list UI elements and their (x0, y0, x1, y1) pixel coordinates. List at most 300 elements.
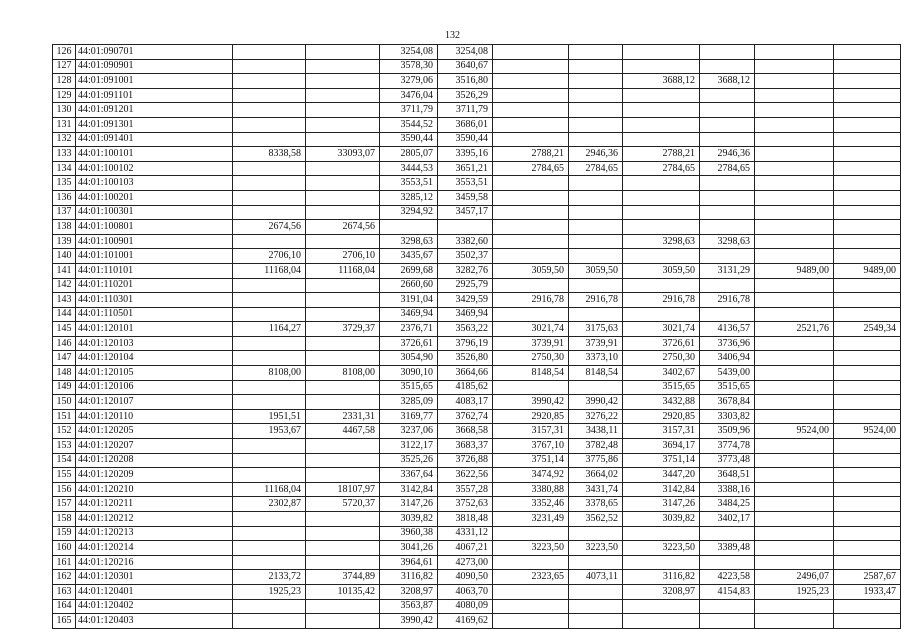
cadastral-code-cell: 44:01:110301 (76, 293, 233, 308)
value-col-9-cell (755, 395, 834, 410)
value-col-2-cell (306, 190, 380, 205)
data-table (52, 44, 901, 629)
cadastral-code-cell: 44:01:120103 (76, 336, 233, 351)
value-col-9-cell (755, 220, 834, 235)
cadastral-code-cell: 44:01:091301 (76, 117, 233, 132)
cadastral-code-cell: 44:01:091401 (76, 132, 233, 147)
value-col-3-cell: 3444,53 (380, 161, 438, 176)
value-col-8-cell: 3389,48 (700, 541, 755, 556)
value-col-5-cell (493, 584, 569, 599)
cadastral-code-cell: 44:01:120101 (76, 322, 233, 337)
table-row (53, 322, 901, 337)
value-col-5-cell: 3021,74 (493, 322, 569, 337)
table-row (53, 176, 901, 191)
value-col-4-cell: 3254,08 (438, 45, 493, 60)
value-col-7-cell: 3298,63 (623, 234, 700, 249)
value-col-7-cell: 3447,20 (623, 468, 700, 483)
value-col-7-cell (623, 278, 700, 293)
value-col-10-cell (834, 205, 901, 220)
cadastral-code-cell: 44:01:120107 (76, 395, 233, 410)
value-col-9-cell (755, 234, 834, 249)
row-number-cell: 152 (53, 424, 76, 439)
value-col-5-cell (493, 220, 569, 235)
value-col-6-cell: 3175,63 (569, 322, 623, 337)
value-col-10-cell (834, 147, 901, 162)
cadastral-code-cell: 44:01:100301 (76, 205, 233, 220)
value-col-6-cell: 3223,50 (569, 541, 623, 556)
value-col-7-cell: 3515,65 (623, 380, 700, 395)
value-col-5-cell: 3767,10 (493, 439, 569, 454)
value-col-8-cell: 2946,36 (700, 147, 755, 162)
table-row (53, 59, 901, 74)
value-col-5-cell: 3751,14 (493, 453, 569, 468)
cadastral-code-cell: 44:01:120208 (76, 453, 233, 468)
value-col-1-cell (233, 512, 306, 527)
value-col-9-cell (755, 409, 834, 424)
value-col-1-cell (233, 74, 306, 89)
value-col-10-cell (834, 103, 901, 118)
value-col-8-cell: 3484,25 (700, 497, 755, 512)
value-col-5-cell: 3380,88 (493, 482, 569, 497)
cadastral-code-cell: 44:01:101001 (76, 249, 233, 264)
value-col-4-cell: 3711,79 (438, 103, 493, 118)
value-col-4-cell: 3553,51 (438, 176, 493, 191)
value-col-4-cell: 3563,22 (438, 322, 493, 337)
value-col-4-cell: 3457,17 (438, 205, 493, 220)
value-col-6-cell (569, 555, 623, 570)
table-row (53, 468, 901, 483)
value-col-6-cell: 3431,74 (569, 482, 623, 497)
value-col-3-cell: 3563,87 (380, 599, 438, 614)
value-col-5-cell (493, 307, 569, 322)
page-number: 132 (445, 30, 460, 41)
value-col-6-cell: 3664,02 (569, 468, 623, 483)
value-col-3-cell: 3122,17 (380, 439, 438, 454)
table-row (53, 293, 901, 308)
value-col-6-cell: 3438,11 (569, 424, 623, 439)
value-col-2-cell (306, 541, 380, 556)
row-number-cell: 148 (53, 366, 76, 381)
cadastral-code-cell: 44:01:100801 (76, 220, 233, 235)
value-col-3-cell (380, 220, 438, 235)
value-col-2-cell (306, 88, 380, 103)
value-col-2-cell (306, 278, 380, 293)
value-col-8-cell: 3406,94 (700, 351, 755, 366)
value-col-9-cell: 9489,00 (755, 263, 834, 278)
value-col-7-cell: 2750,30 (623, 351, 700, 366)
value-col-6-cell (569, 220, 623, 235)
value-col-7-cell: 3039,82 (623, 512, 700, 527)
value-col-7-cell: 3021,74 (623, 322, 700, 337)
value-col-7-cell (623, 220, 700, 235)
value-col-7-cell (623, 103, 700, 118)
cadastral-code-cell: 44:01:120301 (76, 570, 233, 585)
value-col-9-cell (755, 293, 834, 308)
value-col-7-cell (623, 117, 700, 132)
row-number-cell: 129 (53, 88, 76, 103)
cadastral-code-cell: 44:01:100901 (76, 234, 233, 249)
table-row (53, 132, 901, 147)
value-col-7-cell: 3751,14 (623, 453, 700, 468)
value-col-6-cell: 4073,11 (569, 570, 623, 585)
table-row (53, 190, 901, 205)
table-row (53, 424, 901, 439)
value-col-6-cell (569, 249, 623, 264)
value-col-2-cell (306, 293, 380, 308)
value-col-2-cell (306, 453, 380, 468)
value-col-5-cell (493, 526, 569, 541)
value-col-6-cell: 2784,65 (569, 161, 623, 176)
value-col-8-cell: 3648,51 (700, 468, 755, 483)
value-col-6-cell (569, 103, 623, 118)
value-col-5-cell (493, 59, 569, 74)
row-number-cell: 126 (53, 45, 76, 60)
table-row (53, 161, 901, 176)
value-col-3-cell: 3298,63 (380, 234, 438, 249)
value-col-4-cell: 3395,16 (438, 147, 493, 162)
cadastral-code-cell: 44:01:120401 (76, 584, 233, 599)
value-col-8-cell (700, 190, 755, 205)
cadastral-code-cell: 44:01:120403 (76, 614, 233, 629)
value-col-5-cell: 8148,54 (493, 366, 569, 381)
table-row (53, 541, 901, 556)
value-col-3-cell: 3476,04 (380, 88, 438, 103)
value-col-2-cell: 10135,42 (306, 584, 380, 599)
value-col-1-cell (233, 45, 306, 60)
cadastral-code-cell: 44:01:120214 (76, 541, 233, 556)
value-col-5-cell (493, 205, 569, 220)
value-col-8-cell: 3774,78 (700, 439, 755, 454)
table-row (53, 249, 901, 264)
row-number-cell: 163 (53, 584, 76, 599)
value-col-8-cell (700, 599, 755, 614)
value-col-10-cell (834, 336, 901, 351)
value-col-1-cell: 1953,67 (233, 424, 306, 439)
value-col-9-cell (755, 161, 834, 176)
value-col-1-cell (233, 59, 306, 74)
table-row (53, 614, 901, 629)
value-col-4-cell: 4067,21 (438, 541, 493, 556)
value-col-3-cell: 3090,10 (380, 366, 438, 381)
value-col-7-cell: 2920,85 (623, 409, 700, 424)
value-col-1-cell: 2133,72 (233, 570, 306, 585)
cadastral-code-cell: 44:01:100201 (76, 190, 233, 205)
cadastral-code-cell: 44:01:100101 (76, 147, 233, 162)
value-col-7-cell: 3688,12 (623, 74, 700, 89)
value-col-6-cell: 8148,54 (569, 366, 623, 381)
value-col-5-cell: 2916,78 (493, 293, 569, 308)
table-row (53, 599, 901, 614)
row-number-cell: 138 (53, 220, 76, 235)
value-col-1-cell: 2674,56 (233, 220, 306, 235)
value-col-9-cell (755, 307, 834, 322)
value-col-6-cell (569, 117, 623, 132)
value-col-10-cell (834, 555, 901, 570)
value-col-4-cell: 4063,70 (438, 584, 493, 599)
value-col-1-cell: 1951,51 (233, 409, 306, 424)
value-col-7-cell (623, 190, 700, 205)
row-number-cell: 137 (53, 205, 76, 220)
value-col-6-cell (569, 599, 623, 614)
value-col-6-cell: 3378,65 (569, 497, 623, 512)
value-col-3-cell: 3142,84 (380, 482, 438, 497)
value-col-2-cell (306, 336, 380, 351)
value-col-3-cell: 3237,06 (380, 424, 438, 439)
value-col-8-cell: 3509,96 (700, 424, 755, 439)
row-number-cell: 162 (53, 570, 76, 585)
value-col-9-cell (755, 380, 834, 395)
row-number-cell: 141 (53, 263, 76, 278)
value-col-1-cell: 2302,87 (233, 497, 306, 512)
value-col-3-cell: 2660,60 (380, 278, 438, 293)
value-col-3-cell: 3590,44 (380, 132, 438, 147)
value-col-5-cell (493, 249, 569, 264)
value-col-2-cell (306, 176, 380, 191)
value-col-3-cell: 3990,42 (380, 614, 438, 629)
value-col-3-cell: 3191,04 (380, 293, 438, 308)
value-col-1-cell (233, 614, 306, 629)
value-col-4-cell: 3622,56 (438, 468, 493, 483)
value-col-7-cell: 2784,65 (623, 161, 700, 176)
value-col-8-cell: 3402,17 (700, 512, 755, 527)
value-col-10-cell (834, 512, 901, 527)
value-col-9-cell (755, 74, 834, 89)
value-col-6-cell: 2916,78 (569, 293, 623, 308)
value-col-8-cell (700, 59, 755, 74)
row-number-cell: 164 (53, 599, 76, 614)
value-col-6-cell: 3373,10 (569, 351, 623, 366)
value-col-1-cell: 11168,04 (233, 482, 306, 497)
value-col-1-cell (233, 293, 306, 308)
value-col-4-cell: 4090,50 (438, 570, 493, 585)
value-col-2-cell (306, 555, 380, 570)
table-row (53, 351, 901, 366)
cadastral-code-cell: 44:01:120106 (76, 380, 233, 395)
row-number-cell: 145 (53, 322, 76, 337)
value-col-9-cell (755, 526, 834, 541)
value-col-9-cell (755, 249, 834, 264)
table-row (53, 570, 901, 585)
value-col-5-cell: 2784,65 (493, 161, 569, 176)
cadastral-code-cell: 44:01:120211 (76, 497, 233, 512)
row-number-cell: 132 (53, 132, 76, 147)
value-col-7-cell (623, 205, 700, 220)
value-col-1-cell: 11168,04 (233, 263, 306, 278)
value-col-3-cell: 3578,30 (380, 59, 438, 74)
value-col-2-cell (306, 161, 380, 176)
value-col-3-cell: 3469,94 (380, 307, 438, 322)
value-col-10-cell (834, 220, 901, 235)
value-col-6-cell (569, 526, 623, 541)
value-col-2-cell (306, 380, 380, 395)
value-col-5-cell (493, 190, 569, 205)
value-col-1-cell (233, 205, 306, 220)
value-col-6-cell: 3739,91 (569, 336, 623, 351)
value-col-1-cell (233, 307, 306, 322)
value-col-4-cell: 3429,59 (438, 293, 493, 308)
value-col-10-cell (834, 366, 901, 381)
value-col-8-cell: 3131,29 (700, 263, 755, 278)
value-col-1-cell (233, 453, 306, 468)
value-col-4-cell: 3526,29 (438, 88, 493, 103)
value-col-3-cell: 3169,77 (380, 409, 438, 424)
value-col-6-cell: 3562,52 (569, 512, 623, 527)
value-col-4-cell: 3752,63 (438, 497, 493, 512)
value-col-6-cell (569, 307, 623, 322)
value-col-7-cell (623, 132, 700, 147)
value-col-5-cell (493, 234, 569, 249)
value-col-4-cell: 3526,80 (438, 351, 493, 366)
value-col-8-cell (700, 278, 755, 293)
value-col-3-cell: 3553,51 (380, 176, 438, 191)
value-col-6-cell: 3782,48 (569, 439, 623, 454)
value-col-4-cell: 4185,62 (438, 380, 493, 395)
value-col-3-cell: 3039,82 (380, 512, 438, 527)
value-col-8-cell (700, 103, 755, 118)
value-col-10-cell (834, 599, 901, 614)
value-col-8-cell (700, 88, 755, 103)
value-col-1-cell (233, 380, 306, 395)
value-col-10-cell (834, 439, 901, 454)
value-col-5-cell: 2788,21 (493, 147, 569, 162)
value-col-7-cell: 3432,88 (623, 395, 700, 410)
value-col-8-cell: 3678,84 (700, 395, 755, 410)
value-col-10-cell (834, 88, 901, 103)
value-col-8-cell (700, 45, 755, 60)
value-col-3-cell: 3285,09 (380, 395, 438, 410)
row-number-cell: 135 (53, 176, 76, 191)
row-number-cell: 158 (53, 512, 76, 527)
value-col-2-cell (306, 103, 380, 118)
value-col-3-cell: 3054,90 (380, 351, 438, 366)
value-col-5-cell: 2920,85 (493, 409, 569, 424)
value-col-8-cell: 3773,48 (700, 453, 755, 468)
value-col-4-cell: 3459,58 (438, 190, 493, 205)
row-number-cell: 151 (53, 409, 76, 424)
table-row (53, 205, 901, 220)
value-col-1-cell (233, 599, 306, 614)
value-col-5-cell (493, 117, 569, 132)
table-row (53, 380, 901, 395)
value-col-2-cell (306, 74, 380, 89)
value-col-8-cell (700, 249, 755, 264)
value-col-9-cell (755, 366, 834, 381)
value-col-9-cell (755, 205, 834, 220)
value-col-5-cell (493, 380, 569, 395)
value-col-2-cell: 11168,04 (306, 263, 380, 278)
value-col-10-cell (834, 526, 901, 541)
value-col-9-cell (755, 59, 834, 74)
value-col-8-cell: 3388,16 (700, 482, 755, 497)
value-col-10-cell (834, 293, 901, 308)
value-col-9-cell (755, 88, 834, 103)
value-col-9-cell (755, 45, 834, 60)
value-col-3-cell: 3116,82 (380, 570, 438, 585)
value-col-6-cell (569, 234, 623, 249)
value-col-3-cell: 3285,12 (380, 190, 438, 205)
value-col-5-cell: 3223,50 (493, 541, 569, 556)
row-number-cell: 133 (53, 147, 76, 162)
value-col-4-cell: 3516,80 (438, 74, 493, 89)
cadastral-code-cell: 44:01:091101 (76, 88, 233, 103)
value-col-10-cell (834, 249, 901, 264)
cadastral-code-cell: 44:01:120212 (76, 512, 233, 527)
row-number-cell: 155 (53, 468, 76, 483)
row-number-cell: 150 (53, 395, 76, 410)
value-col-4-cell: 3762,74 (438, 409, 493, 424)
value-col-6-cell (569, 176, 623, 191)
value-col-3-cell: 3544,52 (380, 117, 438, 132)
value-col-5-cell: 2323,65 (493, 570, 569, 585)
value-col-10-cell: 9524,00 (834, 424, 901, 439)
value-col-5-cell (493, 45, 569, 60)
row-number-cell: 153 (53, 439, 76, 454)
value-col-9-cell: 9524,00 (755, 424, 834, 439)
value-col-5-cell: 3990,42 (493, 395, 569, 410)
value-col-8-cell: 3688,12 (700, 74, 755, 89)
value-col-4-cell: 3557,28 (438, 482, 493, 497)
value-col-3-cell: 3041,26 (380, 541, 438, 556)
value-col-5-cell (493, 103, 569, 118)
value-col-8-cell (700, 132, 755, 147)
row-number-cell: 147 (53, 351, 76, 366)
value-col-7-cell: 3223,50 (623, 541, 700, 556)
value-col-7-cell (623, 249, 700, 264)
value-col-9-cell (755, 541, 834, 556)
value-col-8-cell (700, 205, 755, 220)
value-col-6-cell (569, 614, 623, 629)
value-col-1-cell (233, 541, 306, 556)
value-col-6-cell (569, 584, 623, 599)
value-col-7-cell (623, 176, 700, 191)
value-col-2-cell: 18107,97 (306, 482, 380, 497)
value-col-7-cell (623, 45, 700, 60)
value-col-7-cell: 3694,17 (623, 439, 700, 454)
table-row (53, 555, 901, 570)
value-col-9-cell (755, 103, 834, 118)
value-col-1-cell: 8338,58 (233, 147, 306, 162)
value-col-2-cell (306, 351, 380, 366)
value-col-2-cell (306, 307, 380, 322)
row-number-cell: 160 (53, 541, 76, 556)
row-number-cell: 146 (53, 336, 76, 351)
value-col-7-cell: 3157,31 (623, 424, 700, 439)
value-col-7-cell: 3402,67 (623, 366, 700, 381)
table-row (53, 497, 901, 512)
value-col-3-cell: 3960,38 (380, 526, 438, 541)
value-col-1-cell (233, 278, 306, 293)
table-row (53, 278, 901, 293)
value-col-9-cell (755, 614, 834, 629)
table-row (53, 366, 901, 381)
value-col-8-cell (700, 176, 755, 191)
table-row (53, 512, 901, 527)
value-col-5-cell (493, 278, 569, 293)
value-col-6-cell (569, 59, 623, 74)
value-col-3-cell: 2805,07 (380, 147, 438, 162)
value-col-4-cell: 4273,00 (438, 555, 493, 570)
value-col-2-cell: 2674,56 (306, 220, 380, 235)
value-col-7-cell (623, 526, 700, 541)
cadastral-code-cell: 44:01:120207 (76, 439, 233, 454)
value-col-8-cell (700, 307, 755, 322)
value-col-8-cell: 5439,00 (700, 366, 755, 381)
value-col-9-cell (755, 468, 834, 483)
value-col-7-cell (623, 599, 700, 614)
value-col-4-cell: 3726,88 (438, 453, 493, 468)
value-col-4-cell: 3664,66 (438, 366, 493, 381)
value-col-2-cell (306, 439, 380, 454)
